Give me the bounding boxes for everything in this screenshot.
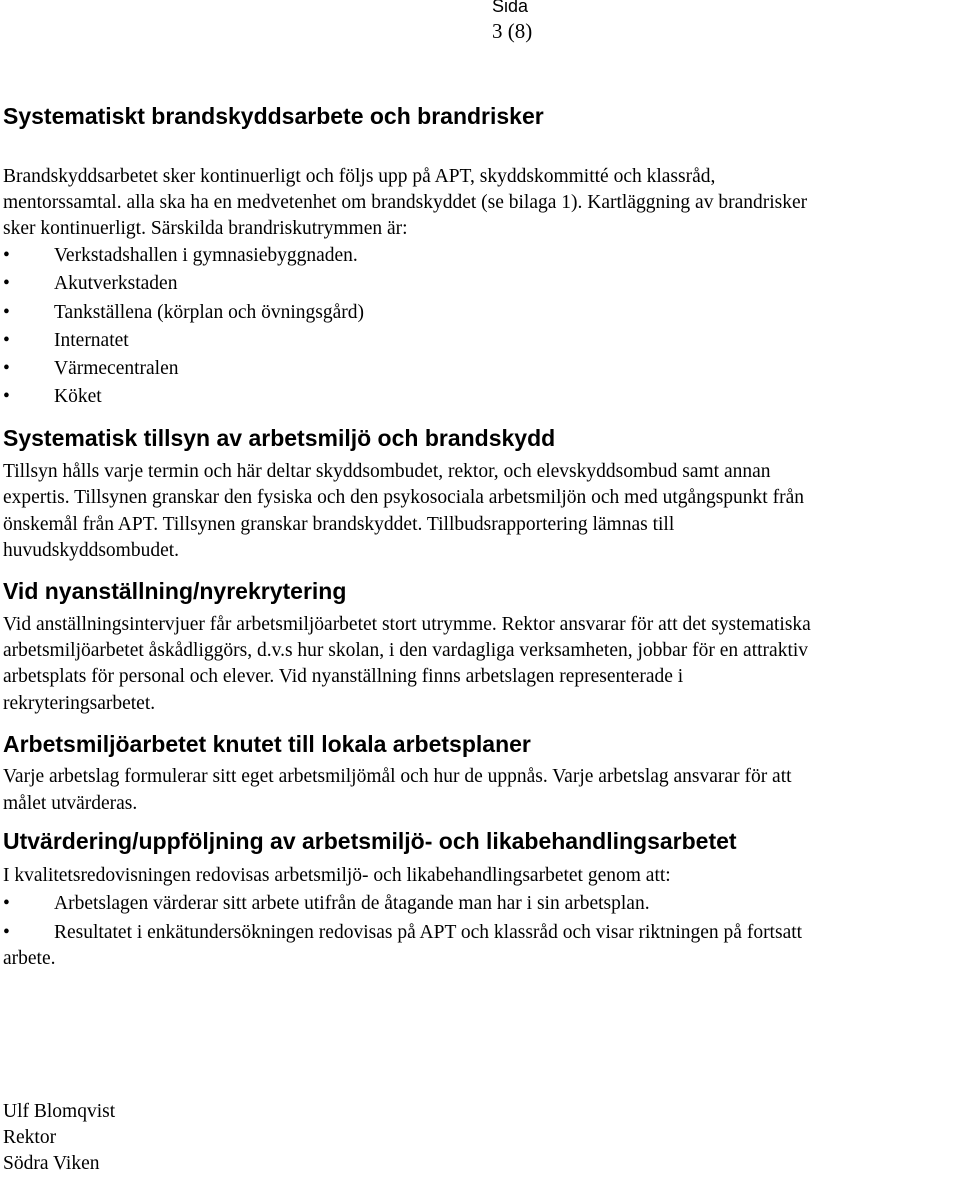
bullet-icon: •	[3, 273, 10, 294]
list-item-text: Värmecentralen	[54, 358, 179, 379]
bullet-icon: •	[3, 922, 10, 943]
bullet-icon: •	[3, 893, 10, 914]
section-title-tillsyn: Systematisk tillsyn av arbetsmiljö och brandskydd	[3, 425, 556, 451]
list-item-text: Köket	[54, 386, 102, 407]
paragraph-line: arbetsmiljöarbetet åskådliggörs, d.v.s hur skolan, i den vardagliga verksamheten, jobbar för en attraktiv	[3, 640, 809, 661]
bullet-icon: •	[3, 358, 10, 379]
paragraph-line: Vid anställningsintervjuer får arbetsmiljöarbetet stort utrymme. Rektor ansvarar för att det systematiska	[3, 614, 811, 635]
bullet-icon: •	[3, 302, 10, 323]
paragraph-line: arbete.	[3, 948, 56, 969]
paragraph-line: I kvalitetsredovisningen redovisas arbetsmiljö- och likabehandlingsarbetet genom att:	[3, 865, 671, 886]
paragraph-line: sker kontinuerligt. Särskilda brandriskutrymmen är:	[3, 218, 408, 239]
paragraph-line: Tillsyn hålls varje termin och här deltar skyddsombudet, rektor, och elevskyddsombud samt annan	[3, 461, 771, 482]
list-item-text: Verkstadshallen i gymnasiebyggnaden.	[54, 245, 358, 266]
paragraph-line: huvudskyddsombudet.	[3, 540, 180, 561]
list-item-text: Arbetslagen värderar sitt arbete utifrån de åtagande man har i sin arbetsplan.	[54, 893, 650, 914]
paragraph-line: arbetsplats för personal och elever. Vid nyanställning finns arbetslagen representerade i	[3, 666, 684, 687]
paragraph-line: mentorssamtal. alla ska ha en medvetenhet om brandskyddet (se bilaga 1). Kartläggning av brandrisker	[3, 192, 808, 213]
section-title-nyanstallning: Vid nyanställning/nyrekrytering	[3, 578, 347, 604]
list-item-text: Resultatet i enkätundersökningen redovisas på APT och klassråd och visar riktningen på fortsatt	[54, 922, 803, 943]
section-title-utvardering: Utvärdering/uppföljning av arbetsmiljö- och likabehandlingsarbetet	[3, 828, 737, 854]
section-title-brandskydd: Systematiskt brandskyddsarbete och brandrisker	[3, 103, 544, 129]
bullet-icon: •	[3, 330, 10, 351]
bullet-icon: •	[3, 386, 10, 407]
page-number: 3 (8)	[492, 19, 533, 43]
list-item-text: Tankställena (körplan och övningsgård)	[54, 302, 365, 323]
page-label: Sida	[492, 0, 529, 16]
paragraph-line: Varje arbetslag formulerar sitt eget arbetsmiljömål och hur de uppnås. Varje arbetslag ansvarar för att	[3, 766, 792, 787]
paragraph-line: expertis. Tillsynen granskar den fysiska och den psykosociala arbetsmiljön och med utgångspunkt från	[3, 487, 804, 508]
paragraph-line: önskemål från APT. Tillsynen granskar brandskyddet. Tillbudsrapportering lämnas till	[3, 514, 675, 535]
paragraph-line: Brandskyddsarbetet sker kontinuerligt och följs upp på APT, skyddskommitté och klassråd,	[3, 166, 716, 187]
bullet-icon: •	[3, 245, 10, 266]
section-title-arbetsplaner: Arbetsmiljöarbetet knutet till lokala arbetsplaner	[3, 731, 531, 757]
list-item-text: Akutverkstaden	[54, 273, 178, 294]
signature-role: Rektor	[3, 1127, 57, 1148]
signature-name: Ulf Blomqvist	[3, 1101, 116, 1122]
signature-place: Södra Viken	[3, 1153, 100, 1174]
list-item-text: Internatet	[54, 330, 129, 351]
paragraph-line: rekryteringsarbetet.	[3, 693, 156, 714]
paragraph-line: målet utvärderas.	[3, 793, 138, 814]
